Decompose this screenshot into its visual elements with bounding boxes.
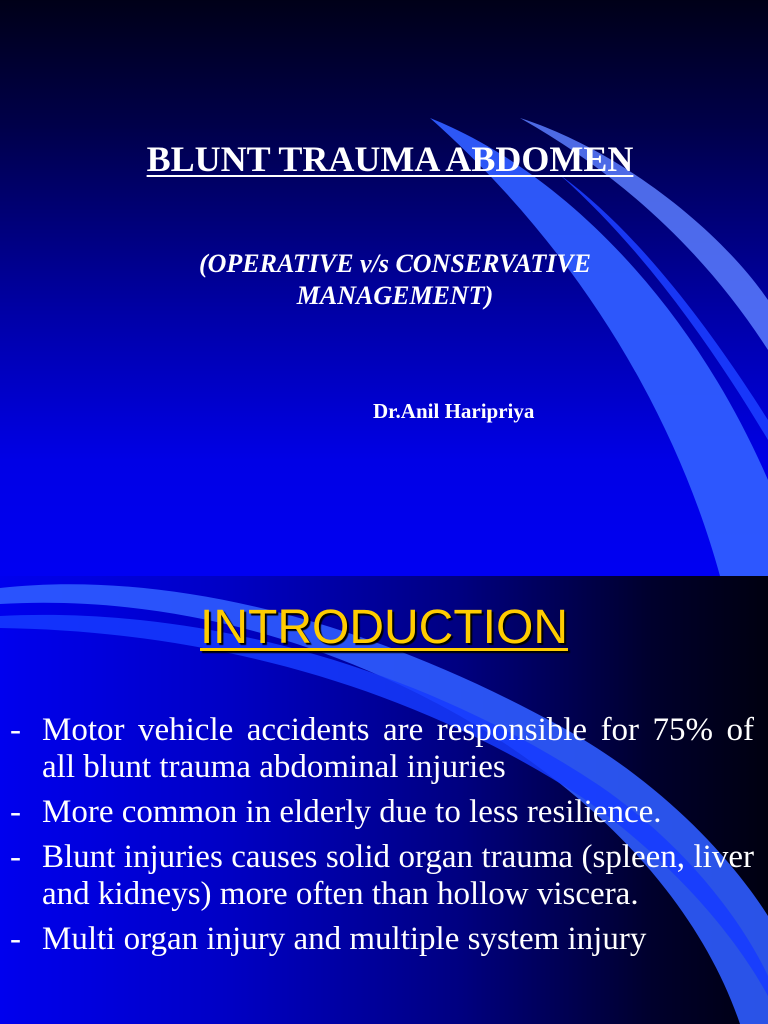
bullet-item (0, 921, 768, 958)
bullet-marker: - (10, 712, 21, 748)
slide-1-subtitle: (OPERATIVE v/s CONSERVATIVE MANAGEMENT) (198, 249, 592, 310)
bullet-item (0, 839, 768, 913)
bullet-text: Multi organ injury and multiple system injury (42, 921, 647, 957)
slide-2-title: INTRODUCTION (200, 601, 568, 654)
bullet-marker: - (10, 921, 21, 957)
bullet-marker: - (10, 794, 21, 830)
slide-1-author: Dr.Anil Haripriya (373, 399, 535, 423)
bullet-item (0, 712, 768, 786)
slide-1-title: BLUNT TRAUMA ABDOMEN (146, 139, 634, 179)
bullet-text: Blunt injuries causes solid organ trauma (spleen, liver and kidneys) more often than hollow viscera. (42, 839, 754, 912)
slide-2 (0, 576, 768, 1024)
bullet-list (0, 712, 768, 966)
bullet-text: Motor vehicle accidents are responsible for 75% of all blunt trauma abdominal injuries (42, 712, 754, 785)
bullet-item (0, 794, 768, 831)
bullet-text: More common in elderly due to less resilience. (42, 794, 662, 830)
bullet-marker: - (10, 839, 21, 875)
